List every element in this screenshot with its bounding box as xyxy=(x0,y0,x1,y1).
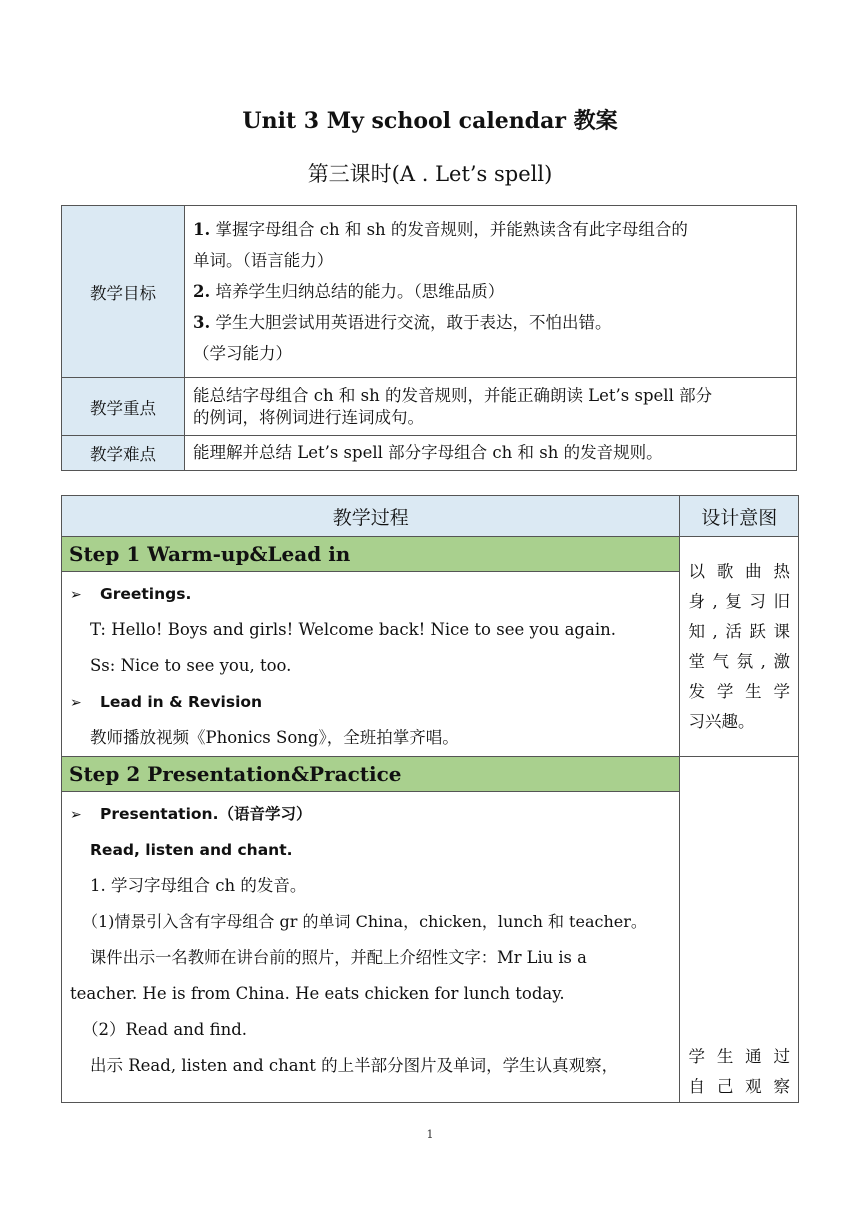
text-line: 1. 学习字母组合 ch 的发音。 xyxy=(90,876,307,895)
key-points-header: 教学重点 xyxy=(62,378,185,436)
intent-line: 堂气氛,激 xyxy=(688,651,790,671)
intent-line: 学生通过 xyxy=(688,1047,790,1066)
bullet-item: ➢ Greetings. xyxy=(70,576,673,612)
objectives-header: 教学目标 xyxy=(62,206,185,378)
objective-line: 3. 学生大胆尝试用英语进行交流，敢于表达，不怕出错。 xyxy=(193,313,612,332)
text-line: teacher. He is from China. He eats chicken for lunch today. xyxy=(70,984,565,1003)
objectives-table xyxy=(61,205,797,471)
difficulties-header: 教学难点 xyxy=(62,436,185,471)
objective-line: 单词。（语言能力） xyxy=(193,251,334,270)
step1-title: Step 1 Warm-up&Lead in xyxy=(62,537,680,572)
difficulties-line: 能理解并总结 Let’s spell 部分字母组合 ch 和 sh 的发音规则。 xyxy=(193,443,663,462)
step1-content xyxy=(62,572,680,757)
process-table xyxy=(61,495,799,1103)
text-line: T: Hello! Boys and girls! Welcome back! Nice to see you again. xyxy=(90,620,616,639)
page-number: 1 xyxy=(426,1128,434,1141)
document-title: Unit 3 My school calendar 教案 xyxy=(242,108,618,134)
step2-title-row xyxy=(62,757,799,792)
bullet-arrow-icon: ➢ xyxy=(70,695,82,711)
objective-line: （学习能力） xyxy=(193,344,292,363)
step1-intent xyxy=(680,537,799,757)
process-header-row xyxy=(62,496,799,537)
intent-line: 知,活跃课 xyxy=(688,621,790,641)
process-header: 教学过程 xyxy=(62,496,680,537)
step2-title: Step 2 Presentation&Practice xyxy=(62,757,680,792)
objectives-row xyxy=(62,206,797,378)
difficulties-row xyxy=(62,436,797,471)
text-line: Ss: Nice to see you, too. xyxy=(90,656,292,675)
difficulties-content xyxy=(185,436,797,471)
intent-line: 自己观察 xyxy=(688,1077,790,1096)
bullet-arrow-icon: ➢ xyxy=(70,807,82,823)
key-points-line: 的例词，将例词进行连词成句。 xyxy=(193,407,424,427)
objective-line: 1. 掌握字母组合 ch 和 sh 的发音规则，并能熟读含有此字母组合的 xyxy=(193,220,688,239)
key-points-line: 能总结字母组合 ch 和 sh 的发音规则，并能正确朗读 Let’s spell 部分 xyxy=(193,385,713,405)
bullet-arrow-icon: ➢ xyxy=(70,587,82,603)
bullet-item: ➢ Presentation.（语音学习） xyxy=(70,796,673,832)
bullet-item: ➢ Lead in & Revision xyxy=(70,684,673,720)
subheading: Read, listen and chant. xyxy=(90,841,293,859)
text-line: 出示 Read, listen and chant 的上半部分图片及单词，学生认真观察， xyxy=(90,1056,619,1075)
intent-line: 发学生学 xyxy=(688,681,790,701)
text-line: 课件出示一名教师在讲台前的照片，并配上介绍性文字：Mr Liu is a xyxy=(90,948,587,967)
design-intent-header: 设计意图 xyxy=(680,496,799,537)
intent-line: 以歌曲热 xyxy=(688,561,790,581)
objective-line: 2. 培养学生归纳总结的能力。（思维品质） xyxy=(193,282,505,301)
document-subtitle: 第三课时(A . Let’s spell) xyxy=(307,162,553,186)
text-line: （2）Read and find. xyxy=(82,1020,248,1039)
intent-line: 身,复习旧 xyxy=(688,591,790,611)
step2-content xyxy=(62,792,680,1103)
key-points-row xyxy=(62,378,797,436)
text-line: 教师播放视频《Phonics Song》，全班拍掌齐唱。 xyxy=(90,728,459,747)
key-points-content xyxy=(185,378,797,436)
intent-line: 习兴趣。 xyxy=(688,711,755,731)
objectives-content xyxy=(185,206,797,378)
text-line: （1)情景引入含有字母组合 gr 的单词 China，chicken，lunch 和 teacher。 xyxy=(82,912,647,931)
step1-title-row xyxy=(62,537,799,572)
step2-intent xyxy=(680,757,799,1103)
